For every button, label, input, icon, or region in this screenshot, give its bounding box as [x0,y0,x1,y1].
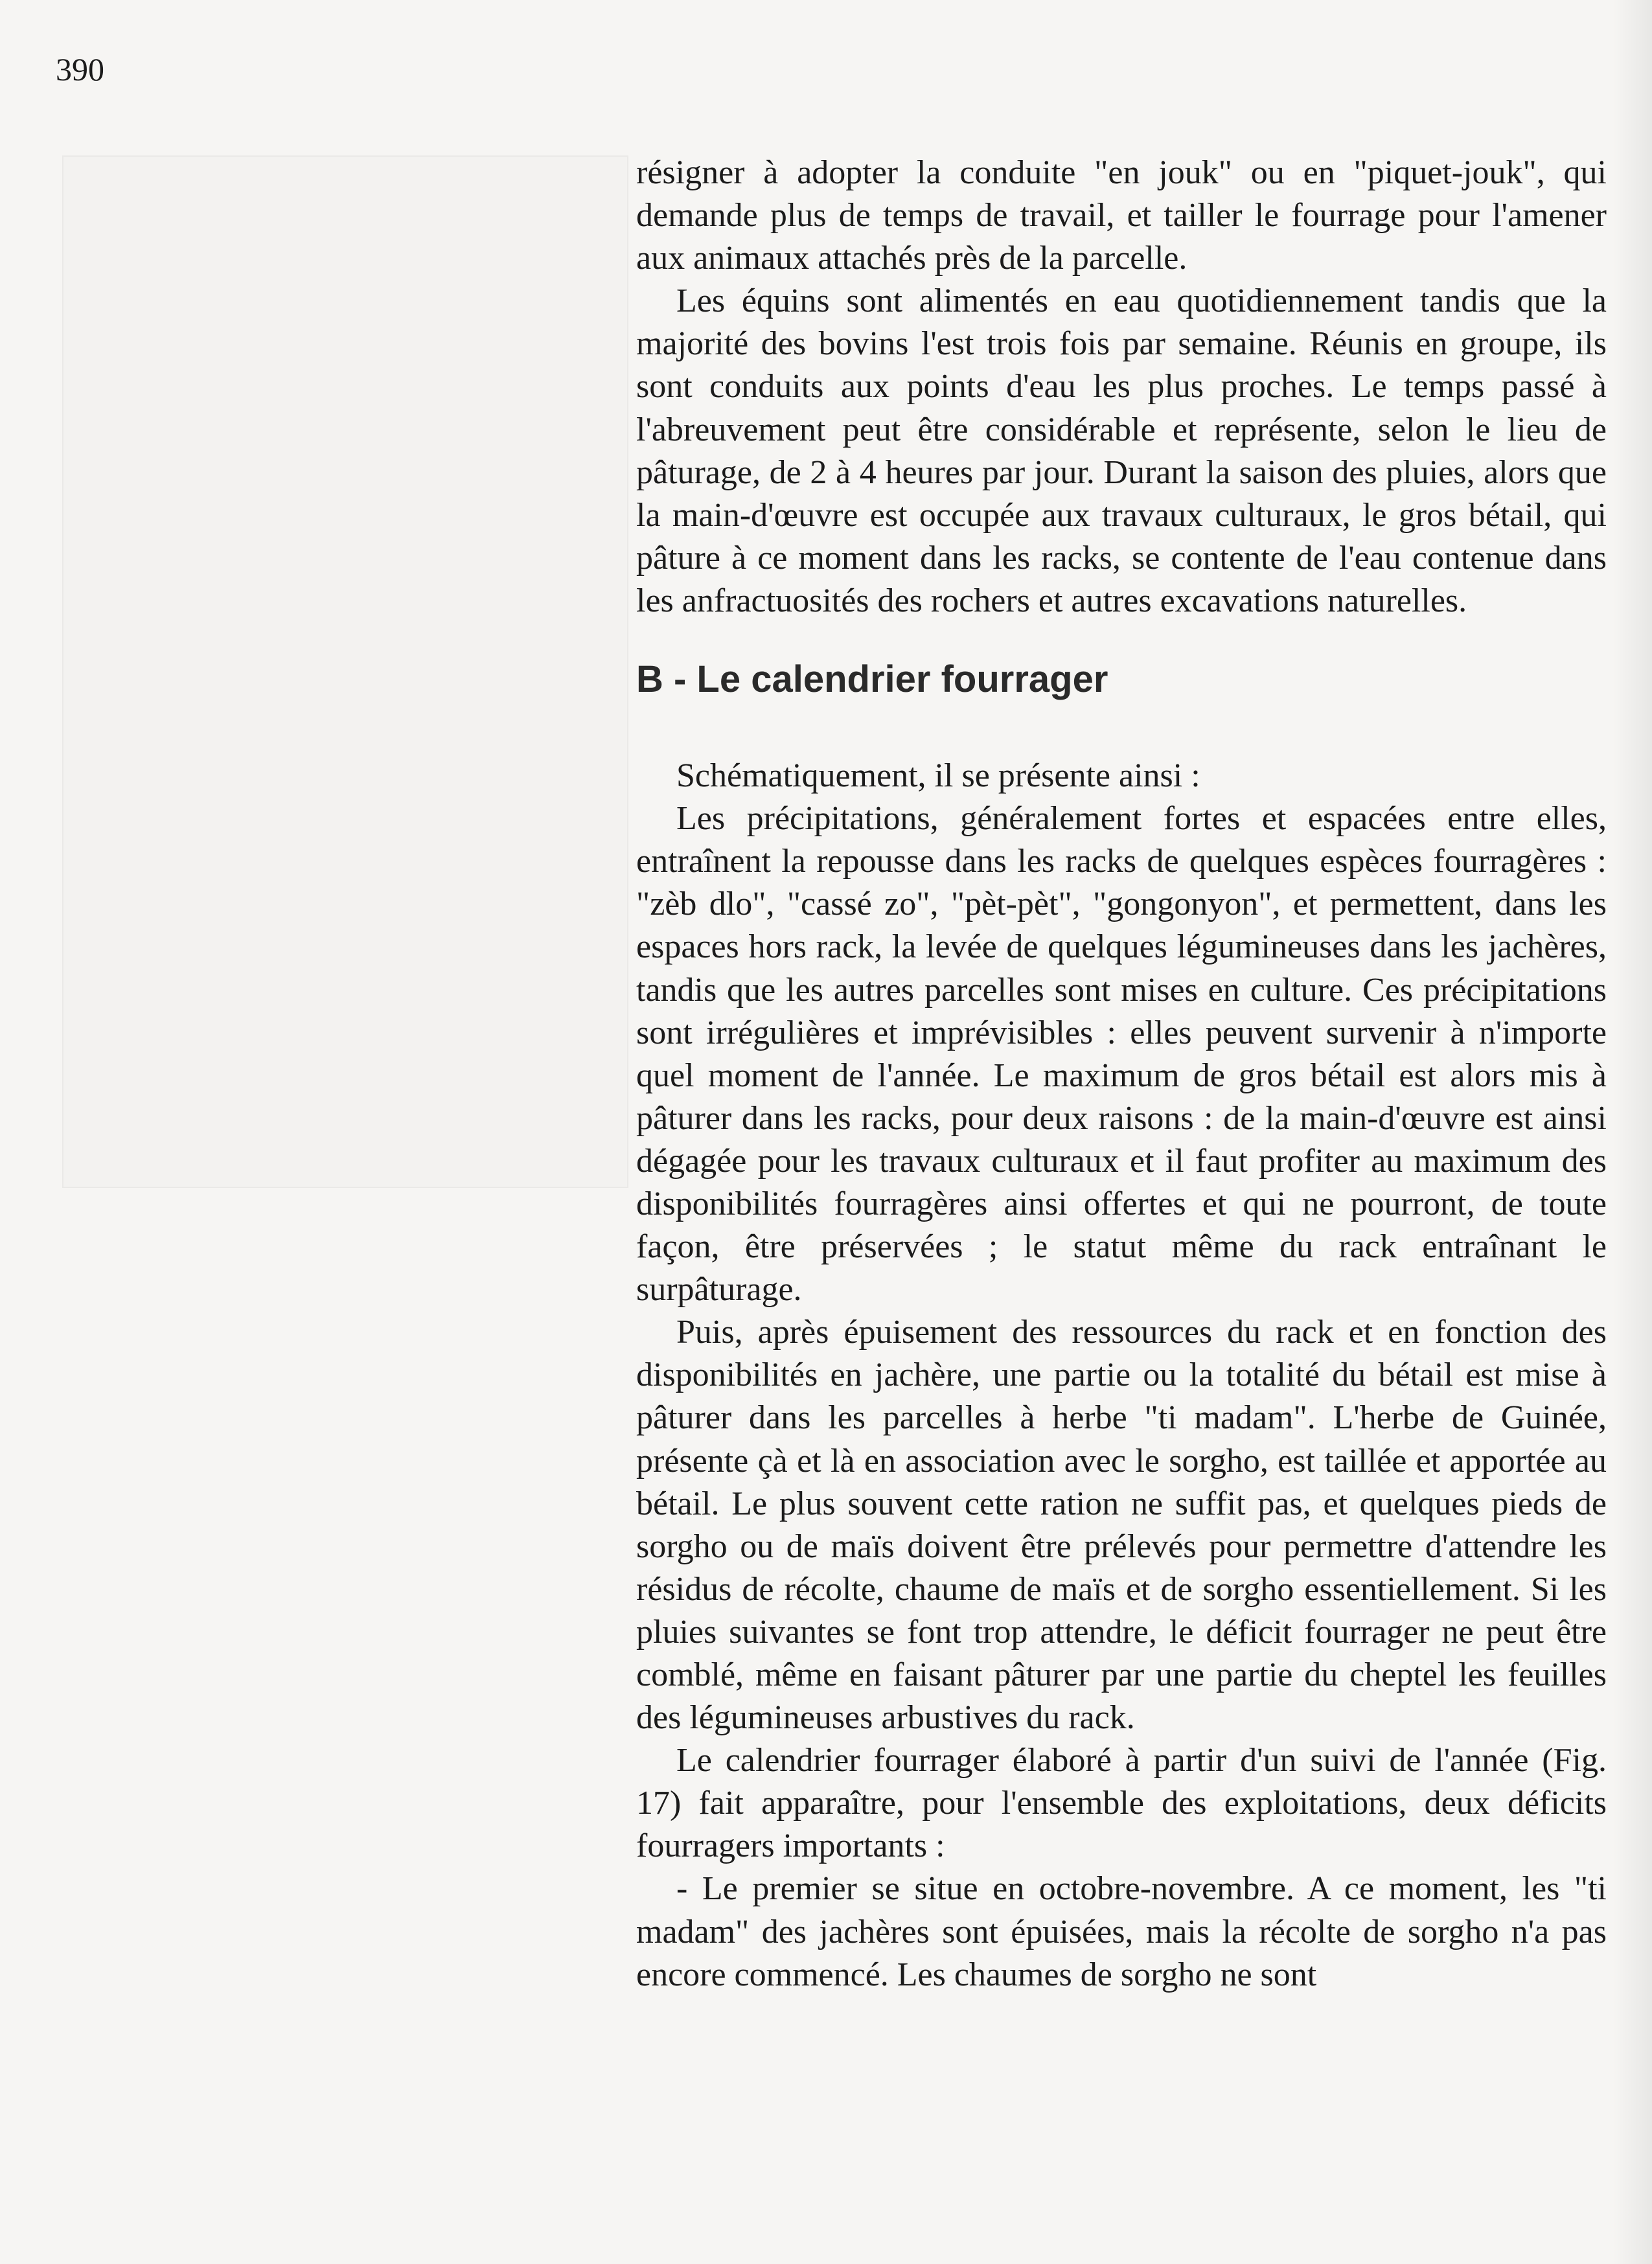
paragraph-first-deficit: - Le premier se situe en octobre-novembre. A ce moment, les "ti madam" des jachères sont épuisées, mais la récolte de sorgho n'a pas encore commencé. Les chaumes de sorgho ne sont [636,1870,1607,1993]
text-column [636,152,1607,1996]
paragraph-calendar: Le calendrier fourrager élaboré à partir d'un suivi de l'année (Fig. 17) fait apparaître, pour l'ensemble des exploitations, deux déficits fourragers importants : [636,1742,1607,1865]
page-number: 390 [56,51,104,87]
paragraph-rack-exhaustion: Puis, après épuisement des ressources du rack et en fonction des disponibilités en jachère, une partie ou la totalité du bétail est mise à pâturer dans les parcelles à herbe "ti madam". L'herbe de Guinée, présente çà et là en association avec le sorgho, est taillée et apportée au bétail. Le plus souvent cette ration ne suffit pas, et quelques pieds de sorgho ou de maïs doivent être prélevés pour permettre d'attendre les résidus de récolte, chaume de maïs et de sorgho essentiellement. Si les pluies suivantes se font trop attendre, le déficit fourrager ne peut être comblé, même en faisant pâturer par une partie du cheptel les feuilles des légumineuses arbustives du rack. [636,1314,1607,1737]
paragraph-continued: résigner à adopter la conduite "en jouk" ou en "piquet-jouk", qui demande plus de temps de travail, et tailler le fourrage pour l'amener aux animaux attachés près de la parcelle. [636,154,1607,277]
bleed-through-figure [62,155,628,1188]
section-heading: B - Le calendrier fourrager [636,658,1108,701]
paragraph-precipitation: Les précipitations, généralement fortes et espacées entre elles, entraînent la repousse dans les racks de quelques espèces fourragères : "zèb dlo", "cassé zo", "pèt-pèt", "gongonyon", et permettent, dans les espaces hors rack, la levée de quelques légumineuses dans les jachères, tandis que les autres parcelles sont mises en culture. Ces précipitations sont irrégulières et imprévisibles : elles peuvent survenir à n'importe quel moment de l'année. Le maximum de gros bétail est alors mis à pâturer dans les racks, pour deux raisons : de la main-d'œuvre est ainsi dégagée pour les travaux culturaux et il faut profiter au maximum des disponibilités fourragères ainsi offertes et qui ne pourront, de toute façon, être préservées ; le statut même du rack entraînant le surpâturage. [636,800,1607,1309]
paragraph-intro: Schématiquement, il se présente ainsi : [676,757,1200,795]
paragraph-watering: Les équins sont alimentés en eau quotidiennement tandis que la majorité des bovins l'est trois fois par semaine. Réunis en groupe, ils sont conduits aux points d'eau les plus proches. Le temps passé à l'abreuvement peut être considérable et représente, selon le lieu de pâturage, de 2 à 4 heures par jour. Durant la saison des pluies, alors que la main-d'œuvre est occupée aux travaux culturaux, le gros bétail, qui pâture à ce moment dans les racks, se contente de l'eau contenue dans les anfractuosités des rochers et autres excavations naturelles. [636,282,1607,619]
page-edge-shadow [1613,0,1652,2264]
